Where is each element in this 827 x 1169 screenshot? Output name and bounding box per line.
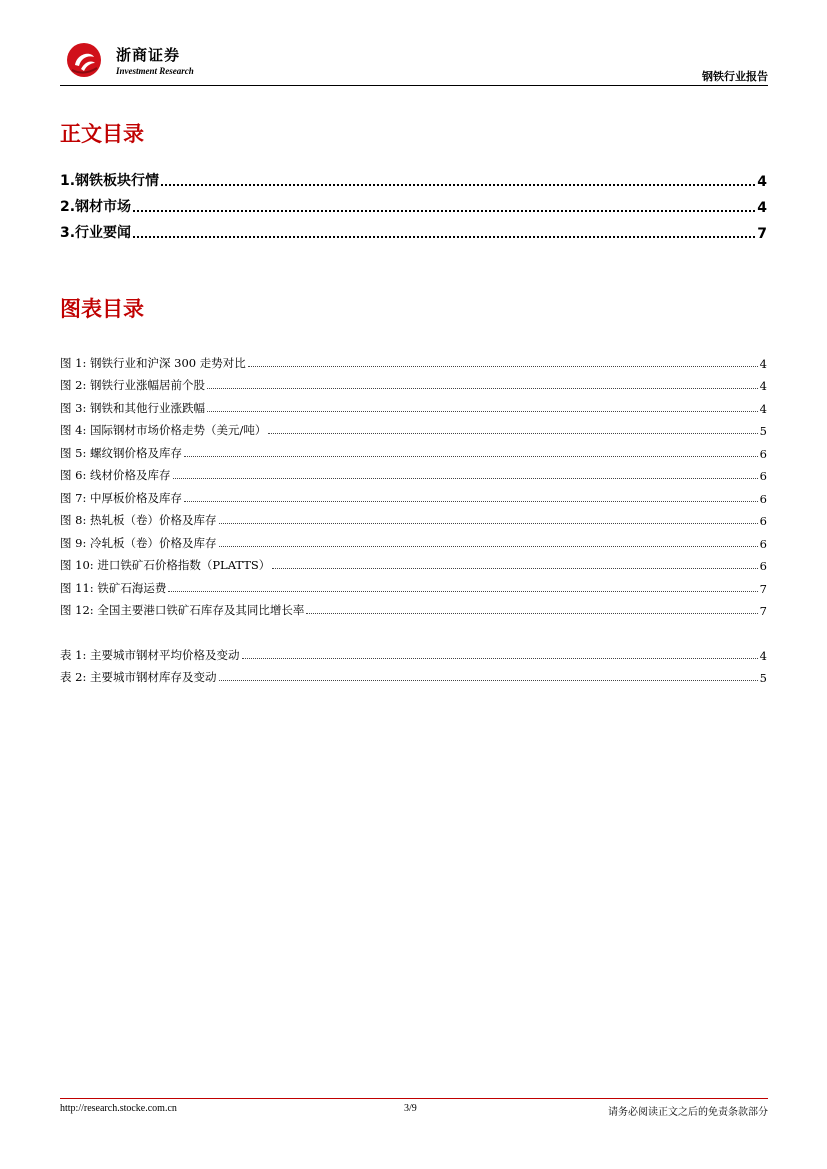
- figure-entry[interactable]: [60, 393, 767, 416]
- figure-entry[interactable]: [60, 461, 767, 484]
- figure-entry-page: 5: [759, 424, 767, 438]
- figure-entry-page: 6: [759, 469, 767, 483]
- footer-url[interactable]: http://research.stocke.com.cn: [60, 1103, 177, 1114]
- dot-leader: [184, 456, 758, 457]
- figure-entry[interactable]: [60, 528, 767, 551]
- table-entry-page: 4: [759, 648, 767, 663]
- figure-entry[interactable]: [60, 438, 767, 461]
- figure-entry-page: 4: [759, 356, 767, 371]
- dot-leader: [268, 433, 757, 434]
- dot-leader: [219, 680, 758, 681]
- dot-leader: [272, 568, 757, 569]
- table-entry-label: 表 1: 主要城市钢材平均价格及变动: [60, 647, 240, 662]
- logo-mark-icon: [64, 40, 104, 80]
- logo-english-text: Investment Research: [116, 66, 194, 76]
- main-toc-title: 正文目录: [60, 122, 144, 146]
- figure-entry-label: 图 3: 钢铁和其他行业涨跌幅: [60, 400, 206, 415]
- dot-leader: [306, 613, 757, 614]
- table-entry[interactable]: [60, 640, 767, 663]
- dot-leader: [133, 236, 755, 238]
- dot-leader: [207, 388, 758, 389]
- table-entry-page: 5: [759, 671, 767, 685]
- dot-leader: [168, 591, 757, 592]
- table-entry[interactable]: [60, 663, 767, 686]
- dot-leader: [219, 546, 758, 547]
- footer-divider: [60, 1098, 768, 1099]
- figure-entry-label: 图 7: 中厚板价格及库存: [60, 490, 183, 505]
- figure-entry[interactable]: [60, 506, 767, 529]
- dot-leader: [184, 501, 758, 502]
- toc-entry[interactable]: [60, 190, 767, 216]
- figure-entry-page: 6: [759, 536, 767, 551]
- figure-entry[interactable]: [60, 573, 767, 596]
- dot-leader: [207, 411, 758, 412]
- figure-entry-label: 图 12: 全国主要港口铁矿石库存及其同比增长率: [60, 603, 305, 617]
- page-header: [60, 38, 768, 86]
- figure-toc-title: 图表目录: [60, 297, 144, 321]
- figure-list: [60, 348, 767, 618]
- page-number: 3/9: [404, 1103, 417, 1114]
- logo-chinese-text: 浙商证券: [116, 46, 181, 64]
- toc-entry[interactable]: [60, 216, 767, 242]
- figure-entry-page: 4: [759, 379, 767, 393]
- figure-entry[interactable]: [60, 348, 767, 371]
- figure-entry-label: 图 9: 冷轧板（卷）价格及库存: [60, 535, 217, 550]
- toc-entry-label: 2.钢材市场: [60, 199, 132, 215]
- figure-entry-label: 图 1: 钢铁行业和沪深 300 走势对比: [60, 355, 246, 370]
- figure-entry-label: 图 4: 国际钢材市场价格走势（美元/吨）: [60, 423, 267, 437]
- toc-entry-page: 4: [757, 174, 767, 190]
- dot-leader: [161, 184, 755, 186]
- toc-entry[interactable]: [60, 164, 767, 190]
- header-divider: [60, 85, 768, 86]
- toc-entry-page: 4: [757, 200, 767, 216]
- dot-leader: [242, 658, 758, 659]
- toc-entry-label: 1.钢铁板块行情: [60, 173, 160, 189]
- figure-entry-page: 6: [759, 446, 767, 461]
- figure-entry-label: 图 6: 线材价格及库存: [60, 468, 171, 482]
- figure-entry-page: 6: [759, 514, 767, 528]
- figure-entry-page: 6: [759, 559, 767, 573]
- toc-entry-label: 3.行业要闻: [60, 225, 132, 241]
- main-toc-list: [60, 164, 767, 242]
- dot-leader: [248, 366, 758, 367]
- figure-entry-label: 图 2: 钢铁行业涨幅居前个股: [60, 378, 206, 392]
- figure-entry[interactable]: [60, 416, 767, 439]
- toc-entry-page: 7: [757, 226, 767, 242]
- dot-leader: [219, 523, 758, 524]
- figure-entry[interactable]: [60, 551, 767, 574]
- figure-entry-page: 6: [759, 491, 767, 506]
- figure-entry[interactable]: [60, 483, 767, 506]
- figure-entry-label: 图 11: 铁矿石海运费: [60, 580, 167, 595]
- figure-entry-page: 7: [759, 604, 767, 618]
- table-list: [60, 640, 767, 685]
- dot-leader: [173, 478, 758, 479]
- footer-disclaimer: 请务必阅读正文之后的免责条款部分: [608, 1107, 768, 1118]
- figure-entry[interactable]: [60, 371, 767, 394]
- dot-leader: [133, 210, 755, 212]
- figure-entry-label: 图 5: 螺纹钢价格及库存: [60, 445, 183, 460]
- figure-entry-page: 4: [759, 401, 767, 416]
- figure-entry-label: 图 10: 进口铁矿石价格指数（PLATTS）: [60, 558, 271, 572]
- report-type-label: 钢铁行业报告: [702, 70, 768, 83]
- figure-entry-label: 图 8: 热轧板（卷）价格及库存: [60, 513, 217, 527]
- figure-entry[interactable]: [60, 596, 767, 619]
- figure-entry-page: 7: [759, 581, 767, 596]
- company-logo: [64, 40, 194, 80]
- table-entry-label: 表 2: 主要城市钢材库存及变动: [60, 670, 217, 684]
